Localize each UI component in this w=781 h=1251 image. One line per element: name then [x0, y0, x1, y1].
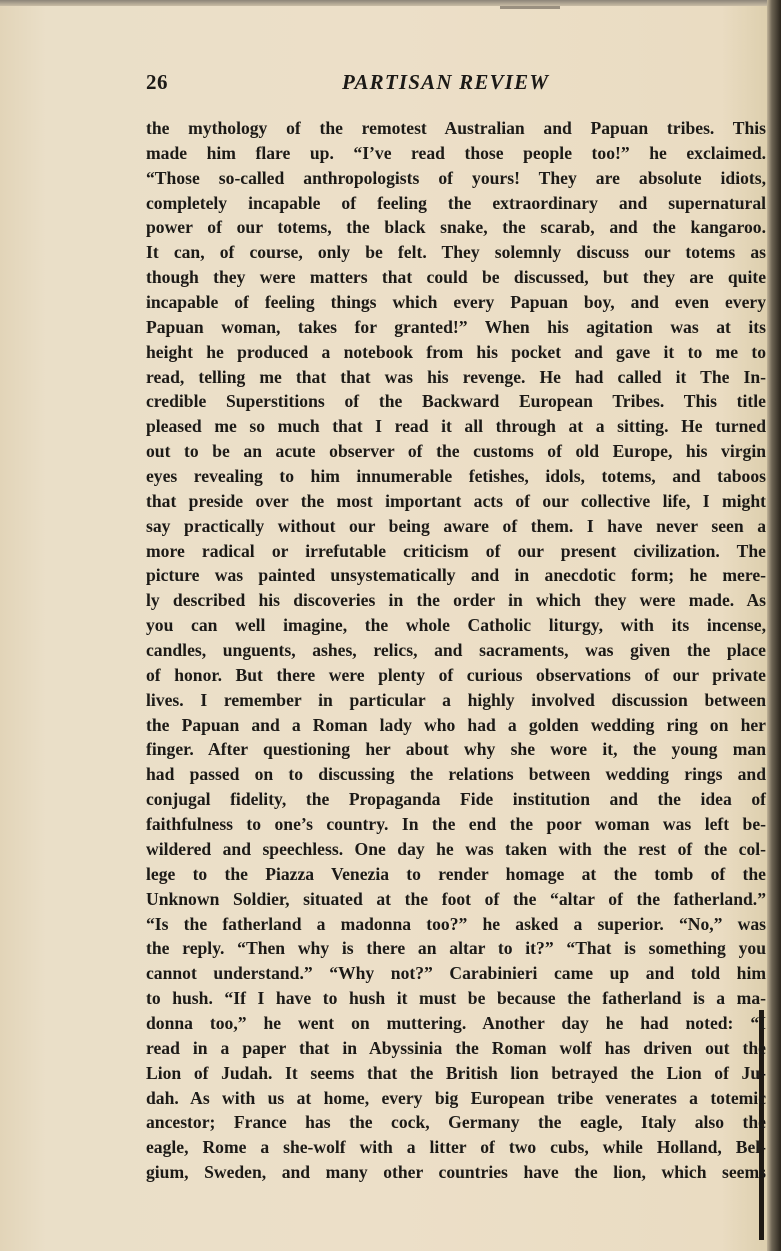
text-line: “Is the fatherland a madonna too?” he asked a superior. “No,” was: [146, 913, 766, 934]
page-header: [146, 70, 766, 100]
text-line: picture was painted unsystematically and in anecdotic form; he mere-: [146, 565, 766, 586]
text-line: ancestor; France has the cock, Germany the eagle, Italy also the: [146, 1112, 766, 1133]
text-line: eyes revealing to him innumerable fetishes, idols, totems, and taboos: [146, 466, 766, 487]
text-line: pleased me so much that I read it all through at a sitting. He turned: [146, 416, 766, 437]
text-line: eagle, Rome a she-wolf with a litter of two cubs, while Holland, Bel-: [146, 1137, 766, 1158]
text-line: height he produced a notebook from his pocket and gave it to me to: [146, 341, 766, 362]
text-line: ly described his discoveries in the order in which they were made. As: [146, 590, 766, 611]
text-line: donna too,” he went on muttering. Another day he had noted: “I: [146, 1012, 766, 1033]
text-line: Lion of Judah. It seems that the British lion betrayed the Lion of Ju-: [146, 1062, 766, 1083]
text-line: “Those so-called anthropologists of yours! They are absolute idiots,: [146, 167, 766, 188]
text-line: faithfulness to one’s country. In the end the poor woman was left be-: [146, 814, 766, 835]
body-text: [146, 116, 766, 1185]
text-line: incapable of feeling things which every Papuan boy, and even every: [146, 292, 766, 313]
scan-mark: [500, 6, 560, 9]
text-line: that preside over the most important acts of our collective life, I might: [146, 490, 766, 511]
text-line: more radical or irrefutable criticism of our present civilization. The: [146, 540, 766, 561]
running-title: PARTISAN REVIEW: [342, 70, 550, 94]
text-line: power of our totems, the black snake, the scarab, and the kangaroo.: [146, 217, 766, 238]
text-line: dah. As with us at home, every big European tribe venerates a totemic: [146, 1087, 766, 1108]
text-line: finger. After questioning her about why she wore it, the young man: [146, 739, 766, 760]
text-line: cannot understand.” “Why not?” Carabinieri came up and told him: [146, 963, 766, 984]
page-top-edge: [0, 0, 781, 6]
text-line: lives. I remember in particular a highly involved discussion between: [146, 689, 766, 710]
text-line: read in a paper that in Abyssinia the Roman wolf has driven out the: [146, 1037, 766, 1058]
text-line: conjugal fidelity, the Propaganda Fide institution and the idea of: [146, 789, 766, 810]
text-line: the reply. “Then why is there an altar to it?” “That is something you: [146, 938, 766, 959]
text-line: read, telling me that that was his revenge. He had called it The In-: [146, 366, 766, 387]
text-line: candles, unguents, ashes, relics, and sacraments, was given the place: [146, 640, 766, 661]
text-line: wildered and speechless. One day he was taken with the rest of the col-: [146, 838, 766, 859]
text-line: the mythology of the remotest Australian and Papuan tribes. This: [146, 118, 766, 138]
text-line: credible Superstitions of the Backward European Tribes. This title: [146, 391, 766, 412]
text-line: Papuan woman, takes for granted!” When his agitation was at its: [146, 316, 766, 337]
text-line: out to be an acute observer of the customs of old Europe, his virgin: [146, 441, 766, 462]
page-number: 26: [146, 70, 168, 94]
text-line: you can well imagine, the whole Catholic liturgy, with its incense,: [146, 615, 766, 636]
text-line: say practically without our being aware of them. I have never seen a: [146, 515, 766, 536]
text-line: Unknown Soldier, situated at the foot of the “altar of the fatherland.”: [146, 888, 766, 909]
text-line: though they were matters that could be discussed, but they are quite: [146, 267, 766, 288]
text-line: lege to the Piazza Venezia to render homage at the tomb of the: [146, 863, 766, 884]
text-line: made him flare up. “I’ve read those people too!” he exclaimed.: [146, 142, 766, 163]
text-line: It can, of course, only be felt. They solemnly discuss our totems as: [146, 242, 766, 263]
text-line: gium, Sweden, and many other countries have the lion, which seems: [146, 1162, 766, 1183]
text-line: completely incapable of feeling the extraordinary and supernatural: [146, 192, 766, 213]
page-right-edge: [767, 0, 781, 1251]
text-line: had passed on to discussing the relations between wedding rings and: [146, 764, 766, 785]
text-line: the Papuan and a Roman lady who had a golden wedding ring on her: [146, 714, 766, 735]
text-line: of honor. But there were plenty of curious observations of our private: [146, 664, 766, 685]
text-line: to hush. “If I have to hush it must be because the fatherland is a ma-: [146, 988, 766, 1009]
